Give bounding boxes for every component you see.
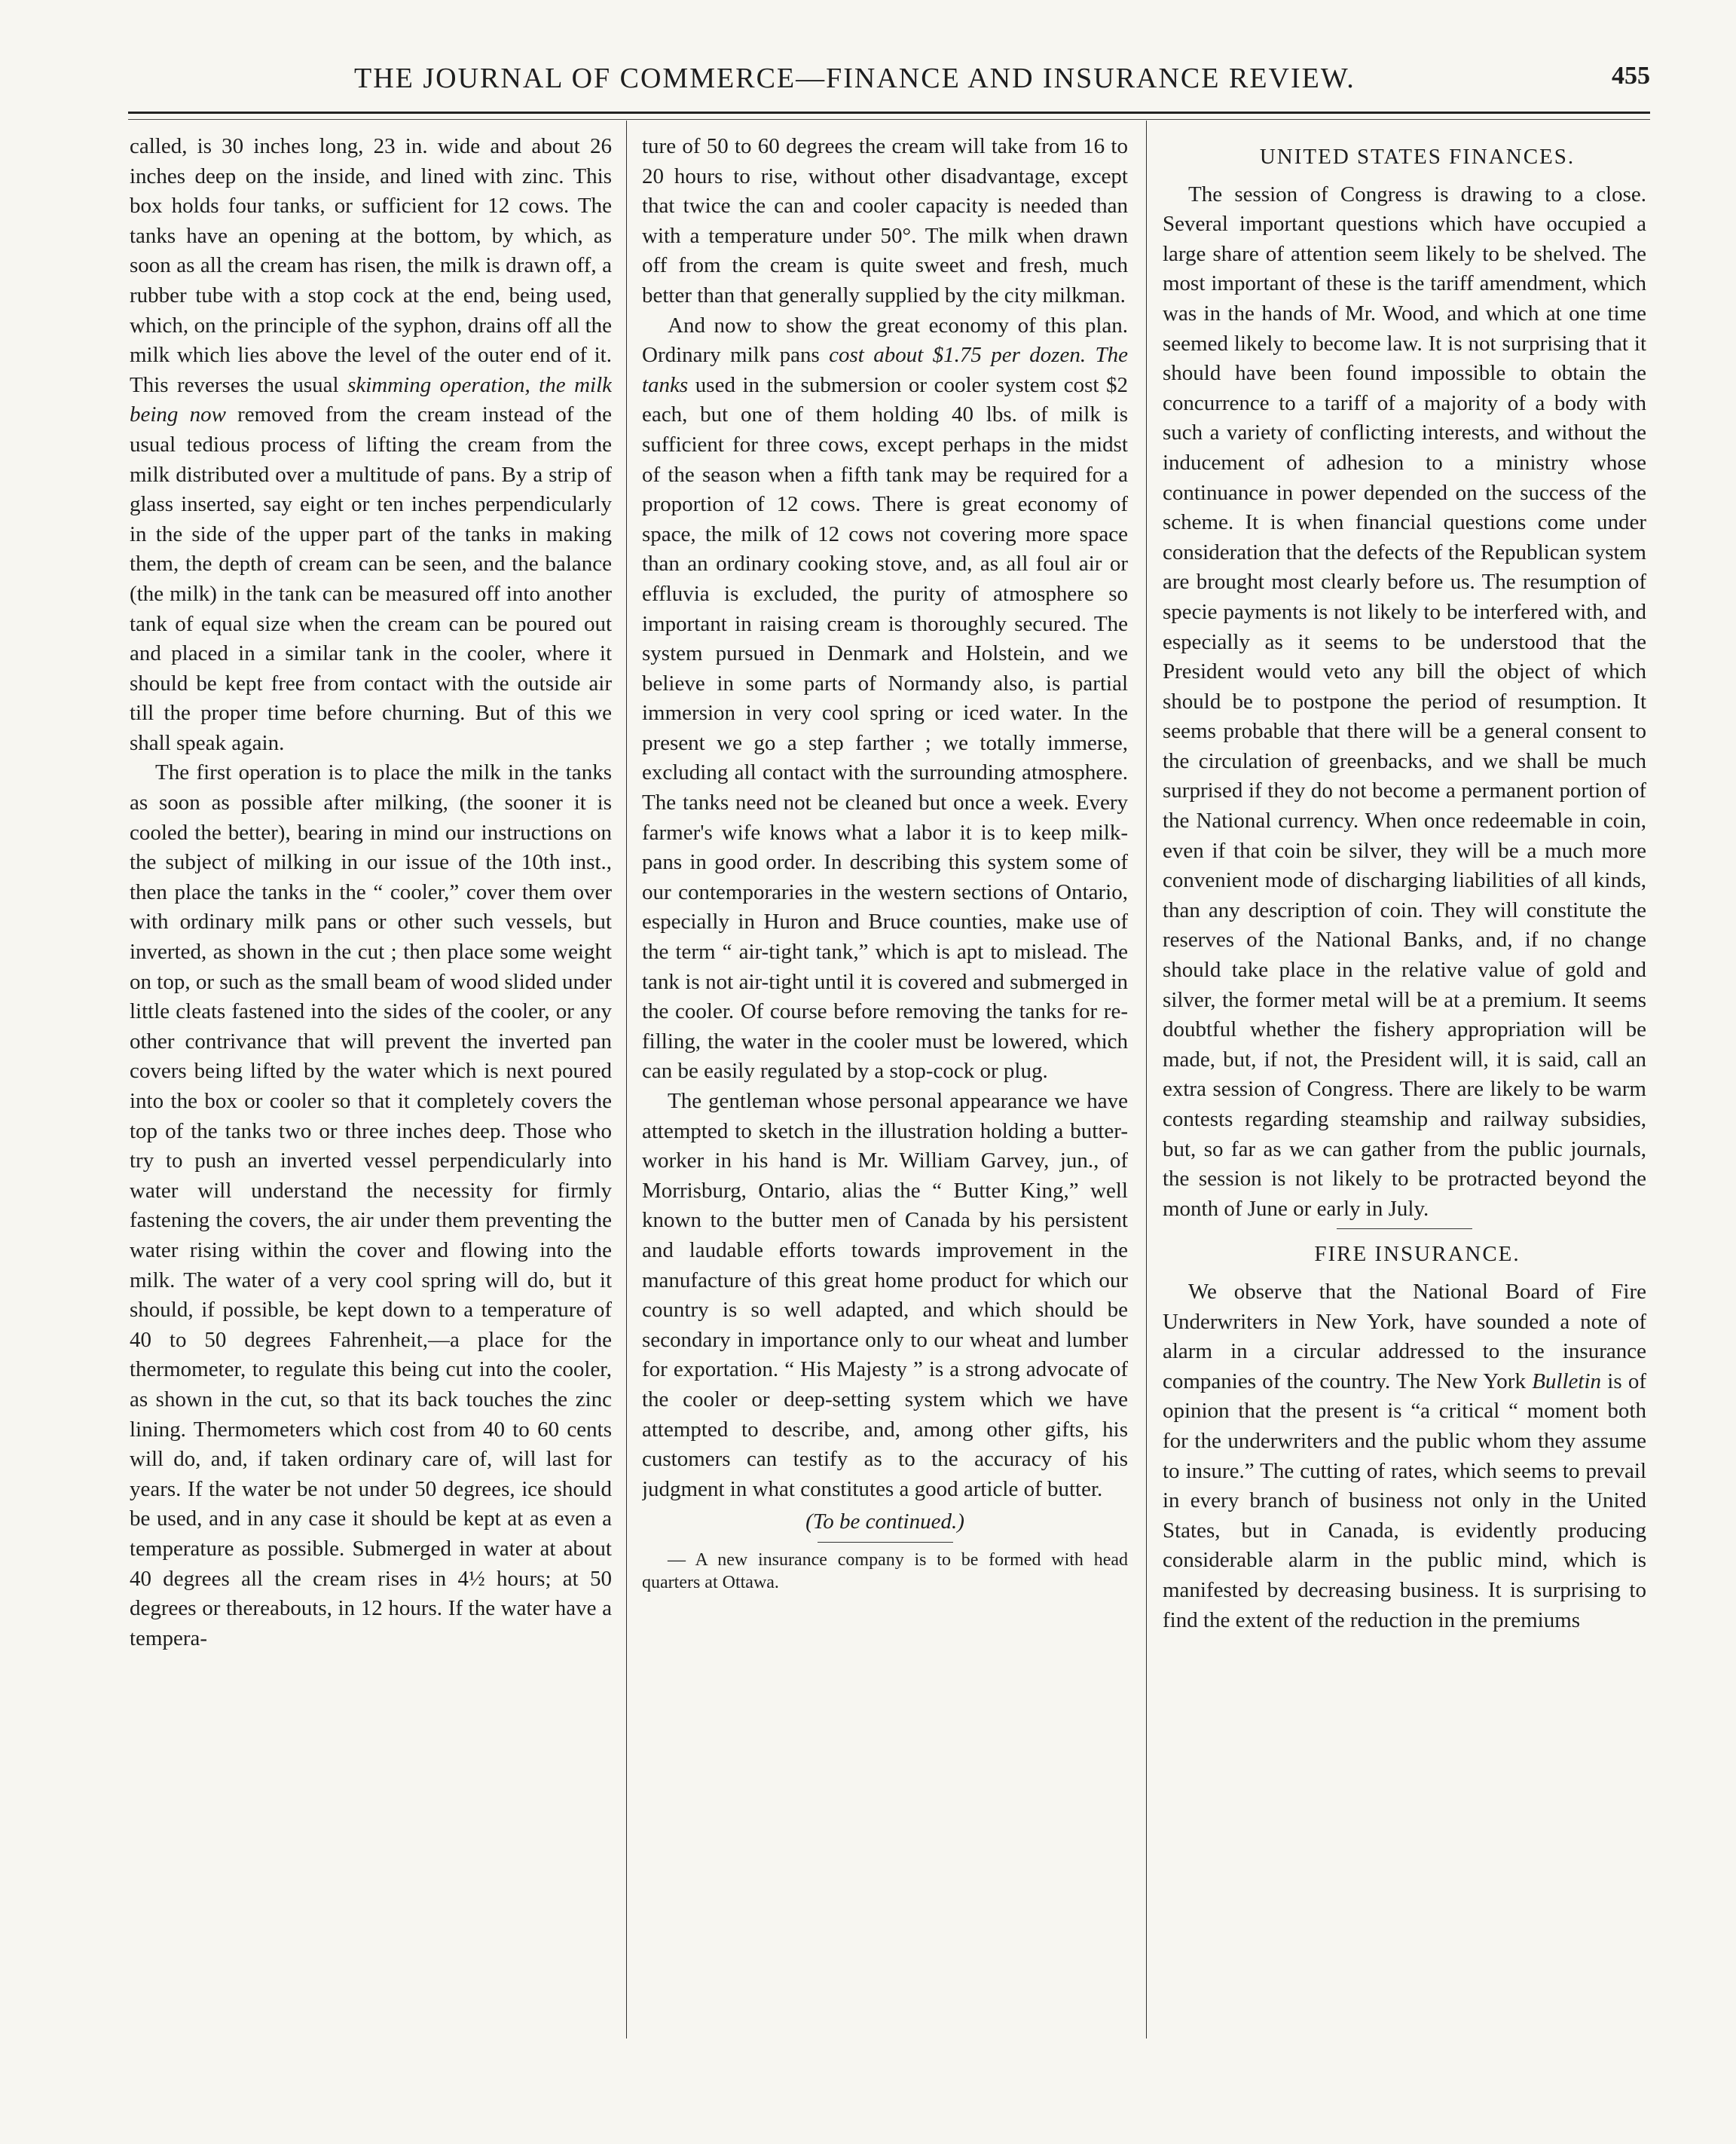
column-3 [1163, 132, 1646, 2076]
article-paragraph: And now to show the great economy of this plan. Ordinary milk pans cost about $1.75 per dozen. The tanks used in the submersion or cooler system cost $2 each, but one of them holding 40 lbs. of milk is sufficient for three cows, except perhaps in the midst of the season when a fifth tank may be required for a proportion of 12 cows. There is great economy of space, the milk of 12 cows not covering more space than an ordinary cooking stove, and, as all foul air or effluvia is excluded, the purity of atmosphere so important in raising cream is thoroughly secured. The system pursued in Denmark and Holstein, and we believe in some parts of Normandy also, is partial immersion in very cool spring or iced water. In the present we go a step farther ; we totally immerse, excluding all contact with the surrounding atmosphere. The tanks need not be cleaned but once a week. Every farmer's wife knows what a labor it is to keep milk-pans in good order. In describing this system some of our contemporaries in the western sections of Ontario, especially in Huron and Bruce counties, make use of the term “ air-tight tank,” which is apt to mislead. The tank is not air-tight until it is covered and submerged in the cooler. Of course before removing the tanks for re-filling, the water in the cooler must be lowered, which can be easily regulated by a stop-cock or plug. [642, 313, 1128, 1084]
column-2 [642, 132, 1128, 2076]
continued-note: (To be continued.) [805, 1509, 964, 1534]
page-number: 455 [1612, 62, 1650, 90]
article-paragraph: The first operation is to place the milk in the tanks as soon as possible after milking, (the sooner it is cooled the better), bearing in mind our instructions on the subject of milking in our issue of the 10th inst., then place the tanks in the “ cooler,” cover them over with ordinary milk pans or other such vessels, but inverted, as shown in the cut ; then place some weight on top, or such as the small beam of wood slided under little cleats fastened into the sides of the cooler, or any other contrivance that will prevent the inverted pan covers being lifted by the water which is next poured into the box or cooler so that it completely covers the top of the tanks two or three inches deep. Those who try to push an inverted vessel perpendicularly into water will understand the necessity for firmly fastening the covers, the air under them preventing the water rising within the cover and flowing into the milk. The water of a very cool spring will do, but it should, if possible, be kept down to a temperature of 40 to 50 degrees Fahrenheit,—a place for the thermometer, to regulate this being cut into the cooler, as shown in the cut, so that its back touches the zinc lining. Thermometers which cost from 40 to 60 cents will do, and, if taken ordinary care of, will last for years. If the water be not under 50 degrees, ice should be used, and in any case it should be kept at as even a temperature as possible. Submerged in water at about 40 degrees all the cream rises in 4½ hours; at 50 degrees or thereabouts, in 12 hours. If the water have a tempera- [130, 760, 612, 1650]
section-heading: FIRE INSURANCE. [1314, 1242, 1521, 1267]
article-paragraph: The gentleman whose personal appearance we have attempted to sketch in the illustration holding a butter-worker in his hand is Mr. William Garvey, jun., of Morrisburg, Ontario, alias the “ Butter King,” well known to the butter men of Canada by his persistent and laudable efforts towards improvement in the manufacture of this great home product for which our country is so well adapted, and which should be secondary in importance only to our wheat and lumber for exportation. “ His Majesty ” is a strong advocate of the cooler or deep-setting system which we have attempted to describe, and, among other gifts, his customers can testify as to the accuracy of his judgment in what constitutes a good article of butter. [642, 1089, 1128, 1501]
article-paragraph: called, is 30 inches long, 23 in. wide and about 26 inches deep on the inside, and lined with zinc. This box holds four tanks, or sufficient for 12 cows. The tanks have an opening at the bottom, by which, as soon as all the cream has risen, the milk is drawn off, a rubber tube with a stop cock at the end, being used, which, on the principle of the syphon, drains off all the milk which lies above the level of the outer end of it. This reverses the usual skimming operation, the milk being now removed from the cream instead of the usual tedious process of lifting the cream from the milk distributed over a multitude of pans. By a strip of glass inserted, say eight or ten inches perpendicularly in the side of the upper part of the tanks in making them, the depth of cream can be seen, and the balance (the milk) in the tank can be measured off into another tank of equal size when the cream can be poured out and placed in a similar tank in the cooler, where it should be kept free from contact with the outside air till the proper time before churning. But of this we shall speak again. [130, 134, 612, 755]
page-header [128, 62, 1650, 107]
running-head: THE JOURNAL OF COMMERCE—FINANCE AND INSURANCE REVIEW. [354, 63, 1355, 94]
header-rule [128, 112, 1650, 114]
article-paragraph: ture of 50 to 60 degrees the cream will take from 16 to 20 hours to rise, without other disadvantage, except that twice the can and cooler capacity is needed than with a temperature under 50°. The milk when drawn off from the cream is quite sweet and fresh, much better than that generally supplied by the city milkman. [642, 134, 1128, 307]
divider-rule [818, 1542, 953, 1543]
section-heading: UNITED STATES FINANCES. [1259, 145, 1576, 169]
article-paragraph: The session of Congress is drawing to a close. Several important questions which have occupied a large share of attention seem likely to be shelved. The most important of these is the tariff amendment, which was in the hands of Mr. Wood, and which at one time seemed likely to become law. It is not surprising that it should have been found impossible to obtain the concurrence to a tariff of a majority of a body with such a variety of conflicting interests, and without the inducement of adhesion to a ministry whose continuance in power depended on the success of the scheme. It is when financial questions come under consideration that the defects of the Republican system are brought most clearly before us. The resumption of specie payments is not likely to be interfered with, and especially as it seems to be understood that the President would veto any bill the object of which should be to postpone the period of resumption. It seems probable that there will be a general consent to the circulation of greenbacks, and we shall be much surprised if they do not become a permanent portion of the National currency. When once redeemable in coin, even if that coin be silver, they will be a much more convenient mode of discharging liabilities of all kinds, than any description of coin. They will constitute the reserves of the National Banks, and, if no change should take place in the relative value of gold and silver, the former metal will be at a premium. It seems doubtful whether the fishery appropriation will be made, but, if not, the President will, it is said, call an extra session of Congress. There are likely to be warm contests regarding steamship and railway subsidies, but, so far as we can gather from the public journals, the session is not likely to be protracted beyond the month of June or early in July. [1163, 182, 1646, 1221]
column-divider [626, 121, 627, 2038]
column-1 [130, 132, 612, 2076]
article-paragraph: We observe that the National Board of Fire Underwriters in New York, have sounded a note of alarm in a circular addressed to the insurance companies of the country. The New York Bulletin is of opinion that the present is “a critical “ moment both for the underwriters and the public whom they assume to insure.” The cutting of rates, which seems to prevail in every branch of business not only in the United States, but in Canada, is evidently producing considerable alarm in the public mind, which is manifested by decreasing business. It is surprising to find the extent of the reduction in the premiums [1163, 1279, 1646, 1632]
header-rule-thin [128, 119, 1650, 120]
news-note: — A new insurance company is to be formed with head quarters at Ottawa. [642, 1549, 1128, 1592]
column-divider [1146, 121, 1147, 2038]
divider-rule [1337, 1228, 1472, 1229]
